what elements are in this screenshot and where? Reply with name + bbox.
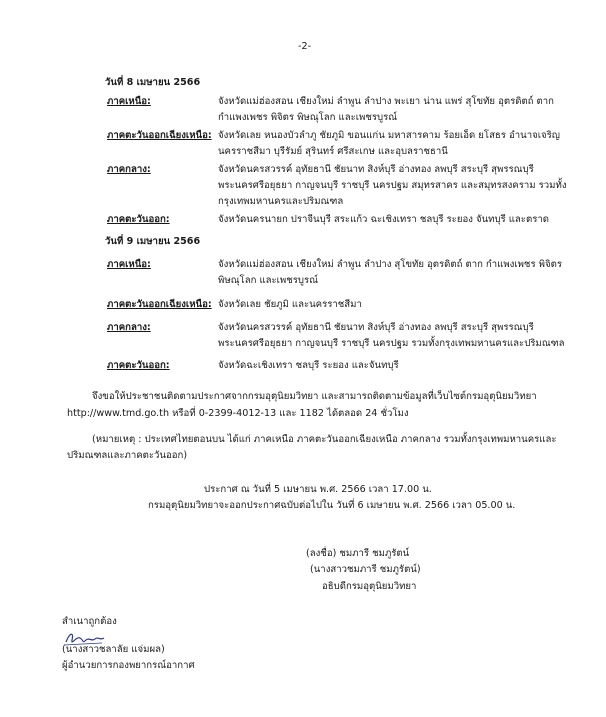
- region-label: ภาคตะวันออกเฉียงเหนือ:: [107, 299, 212, 310]
- region-detail: กำแพงเพชร พิจิตร พิษณุโลก และเพชรบูรณ์: [218, 112, 398, 123]
- signature-title: อธิบดีกรมอุตุนิยมวิทยา: [322, 581, 417, 592]
- region-detail: จังหวัดนครสวรรค์ อุทัยธานี ชัยนาท สิงห์บุรี อ่างทอง ลพบุรี สระบุรี สุพรรณบุรี: [218, 322, 534, 333]
- certified-copy-label: สำเนาถูกต้อง: [62, 616, 117, 627]
- next-issue: กรมอุตุนิยมวิทยาจะออกประกาศฉบับต่อไปใน วันที่ 6 เมษายน พ.ศ. 2566 เวลา 05.00 น.: [148, 500, 516, 511]
- signature-name: (นางสาวชมภารี ชมภูรัตน์): [310, 564, 421, 575]
- announce-date: ประกาศ ณ วันที่ 5 เมษายน พ.ศ. 2566 เวลา 17.00 น.: [204, 484, 432, 495]
- note-line: (หมายเหตุ : ประเทศไทยตอนบน ได้แก่ ภาคเหนือ ภาคตะวันออกเฉียงเหนือ ภาคกลาง รวมทั้งกรุงเทพมหานครและ: [92, 434, 557, 445]
- region-detail: พิษณุโลก และเพชรบูรณ์: [218, 275, 319, 286]
- copy-officer-name: (นางสาวชลาลัย แจ่มผล): [62, 644, 165, 655]
- region-detail: จังหวัดแม่ฮ่องสอน เชียงใหม่ ลำพูน ลำปาง พะเยา น่าน แพร่ สุโขทัย อุตรดิตถ์ ตาก: [218, 96, 554, 107]
- page-number: -2-: [298, 41, 312, 52]
- region-detail: จังหวัดเลย หนองบัวลำภู ชัยภูมิ ขอนแก่น มหาสารคาม ร้อยเอ็ด ยโสธร อำนาจเจริญ: [218, 130, 560, 141]
- note-line: ปริมณฑลและภาคตะวันออก): [67, 450, 188, 461]
- region-label: ภาคกลาง:: [107, 164, 151, 175]
- signature-signed: (ลงชื่อ) ชมภารี ชมภูรัตน์: [306, 548, 410, 559]
- day-heading: วันที่ 9 เมษายน 2566: [105, 236, 201, 247]
- region-detail: นครราชสีมา บุรีรัมย์ สุรินทร์ ศรีสะเกษ และอุบลราชธานี: [218, 146, 448, 157]
- copy-officer-title: ผู้อำนวยการกองพยากรณ์อากาศ: [62, 660, 195, 671]
- region-detail: จังหวัดเลย ชัยภูมิ และนครราชสีมา: [218, 299, 362, 310]
- region-detail: จังหวัดนครนายก ปราจีนบุรี สระแก้ว ฉะเชิงเทรา ชลบุรี ระยอง จันทบุรี และตราด: [218, 214, 549, 225]
- region-detail: พระนครศรีอยุธยา กาญจนบุรี ราชบุรี นครปฐม รวมทั้งกรุงเทพมหานครและปริมณฑล: [218, 338, 565, 349]
- region-detail: จังหวัดแม่ฮ่องสอน เชียงใหม่ ลำพูน ลำปาง สุโขทัย อุตรดิตถ์ ตาก กำแพงเพชร พิจิตร: [218, 259, 562, 270]
- day-heading: วันที่ 8 เมษายน 2566: [105, 77, 201, 88]
- region-label: ภาคตะวันออก:: [107, 214, 170, 225]
- region-label: ภาคตะวันออก:: [107, 360, 170, 371]
- region-detail: จังหวัดนครสวรรค์ อุทัยธานี ชัยนาท สิงห์บุรี อ่างทอง ลพบุรี สระบุรี สุพรรณบุรี: [218, 164, 534, 175]
- region-detail: กรุงเทพมหานครและปริมณฑล: [218, 196, 344, 207]
- region-detail: พระนครศรีอยุธยา กาญจนบุรี ราชบุรี นครปฐม สมุทรสาคร และสมุทรสงคราม รวมทั้ง: [218, 180, 567, 191]
- region-label: ภาคเหนือ:: [107, 259, 151, 270]
- advice-line: http://www.tmd.go.th หรือที่ 0-2399-4012-13 และ 1182 ได้ตลอด 24 ชั่วโมง: [67, 408, 409, 419]
- region-label: ภาคตะวันออกเฉียงเหนือ:: [107, 130, 212, 141]
- region-label: ภาคกลาง:: [107, 322, 151, 333]
- region-detail: จังหวัดฉะเชิงเทรา ชลบุรี ระยอง และจันทบุรี: [218, 360, 399, 371]
- advice-line: จึงขอให้ประชาชนติดตามประกาศจากกรมอุตุนิยมวิทยา และสามารถติดตามข้อมูลที่เว็บไซต์กรมอุตุนิยมวิทยา: [92, 391, 537, 402]
- region-label: ภาคเหนือ:: [107, 96, 151, 107]
